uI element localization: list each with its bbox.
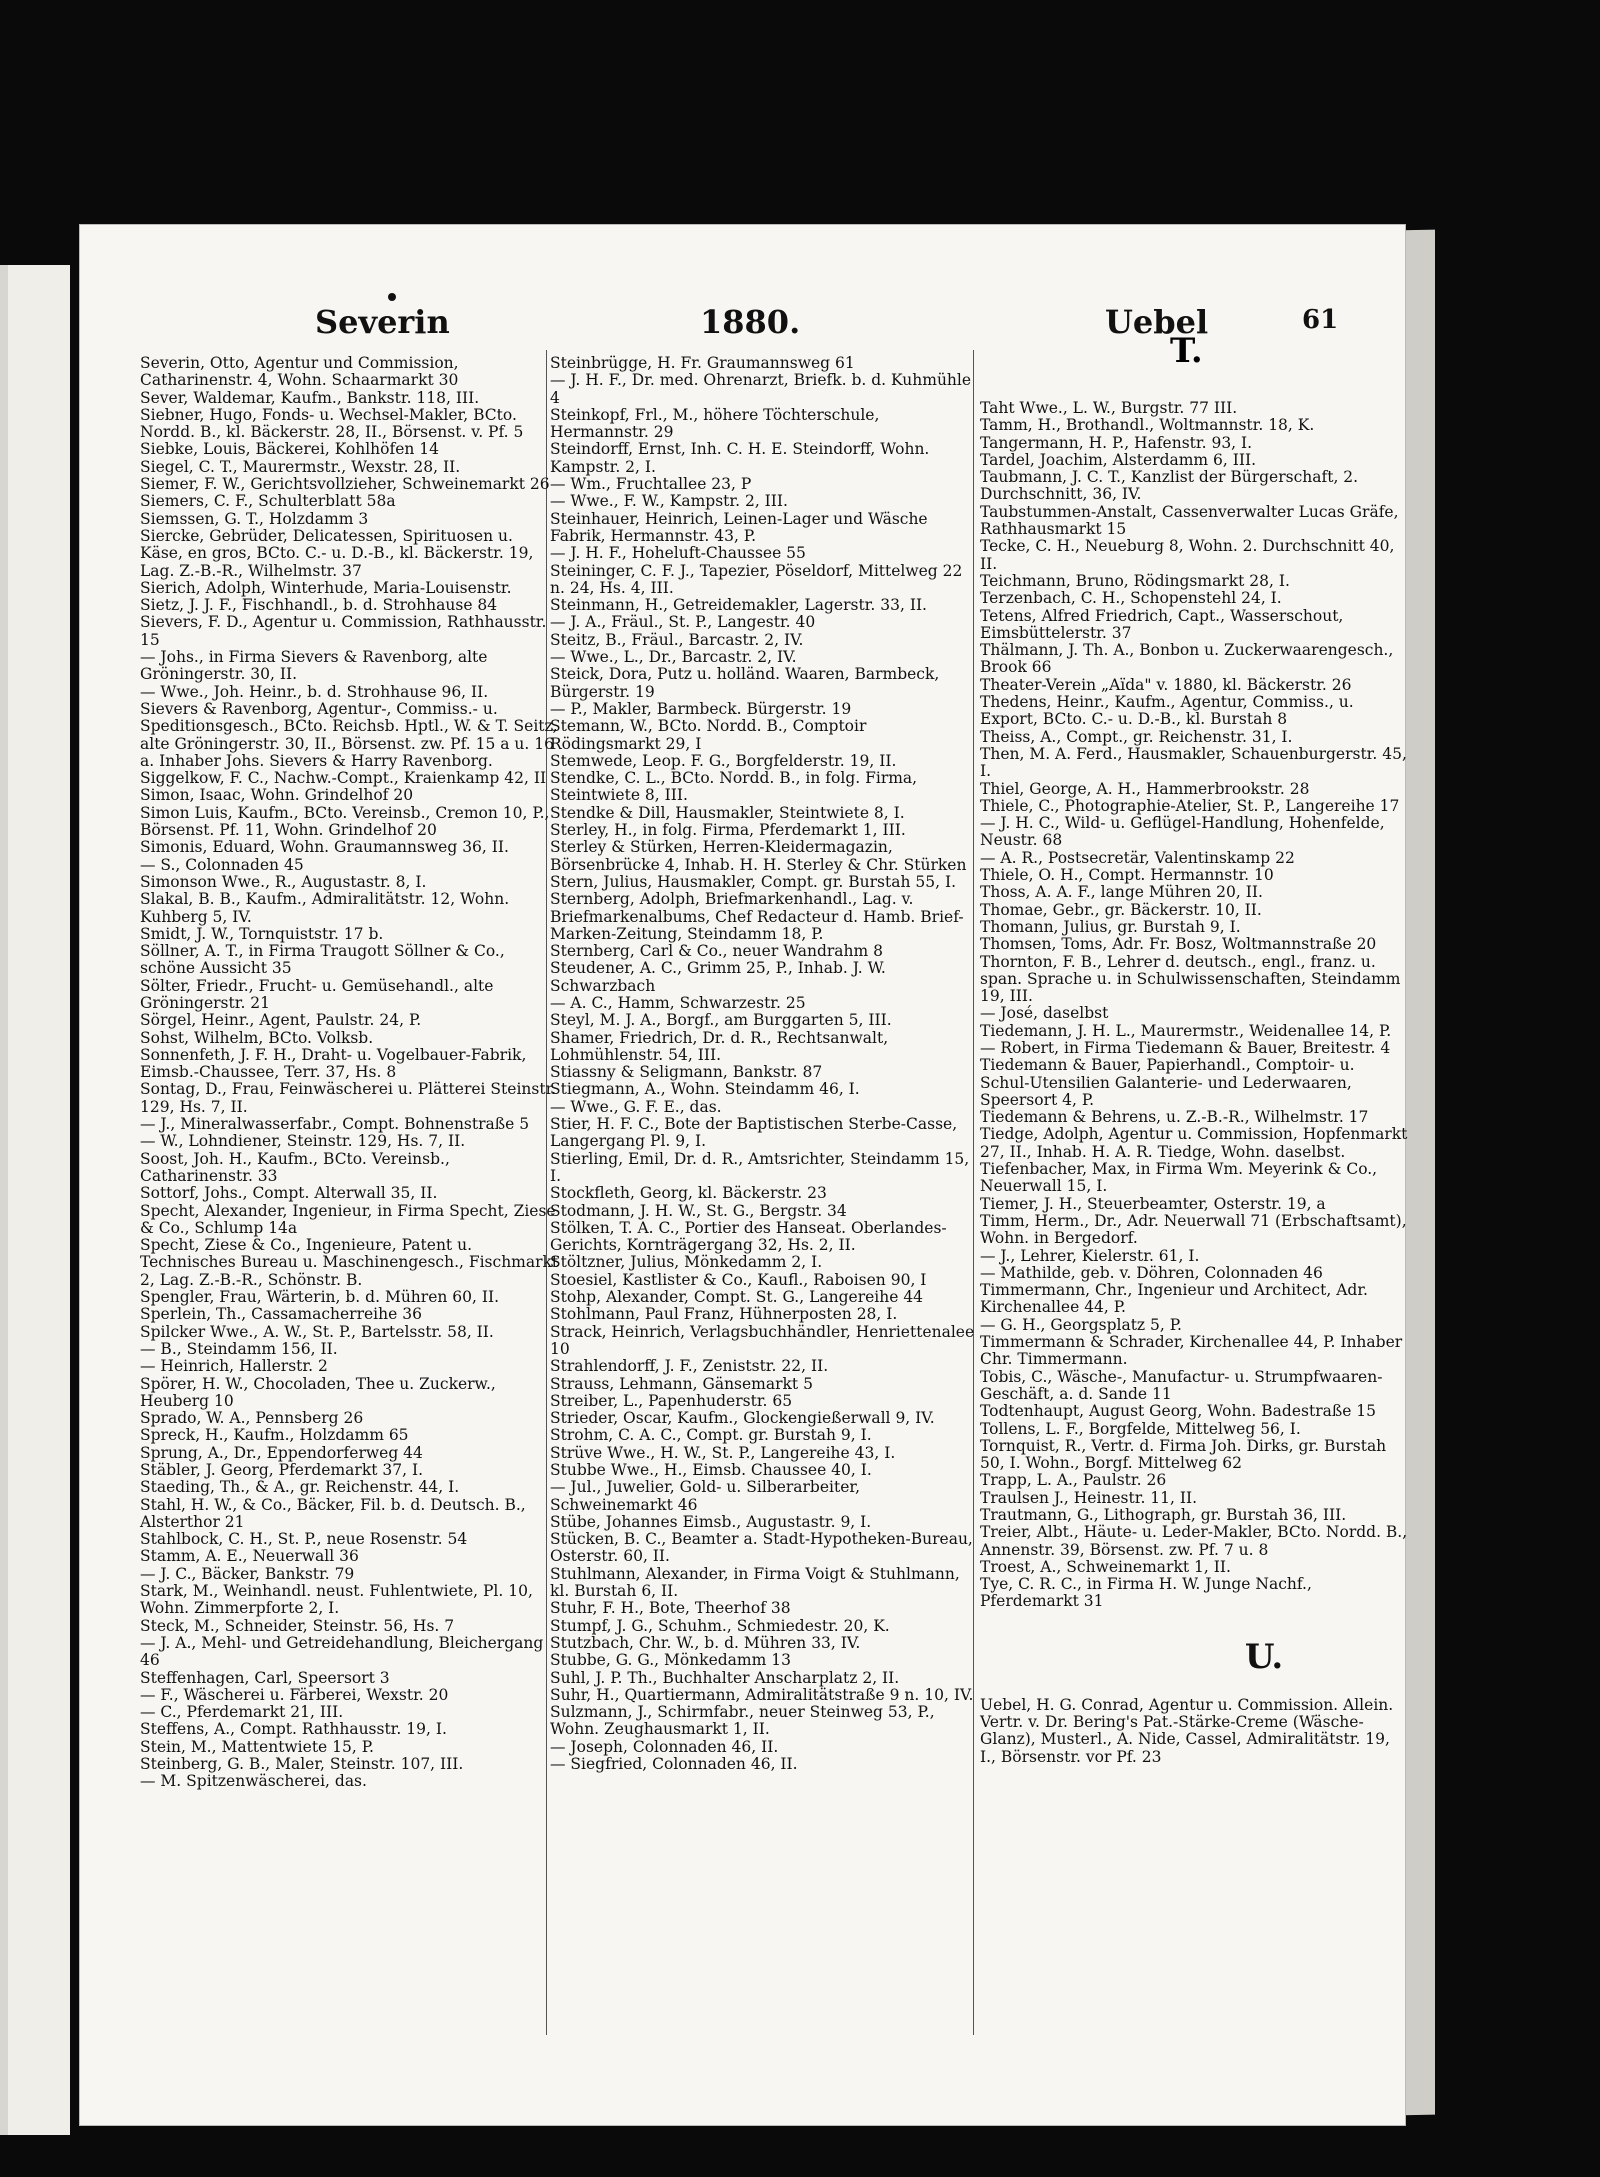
directory-entry: Teichmann, Bruno, Rödingsmarkt 28, I. (980, 571, 1290, 590)
directory-entry: — J. H. C., Wild- u. Geflügel-Handlung, Hohenfelde, Neustr. 68 (980, 814, 1385, 850)
directory-entry: — J. A., Fräul., St. P., Langestr. 40 (550, 613, 816, 632)
directory-entry: — J. H. F., Hoheluft-Chaussee 55 (550, 544, 806, 563)
directory-entry: Sohst, Wilhelm, BCto. Volksb. (140, 1028, 374, 1047)
directory-entry: Stamm, A. E., Neuerwall 36 (140, 1547, 359, 1566)
directory-entry: Thomsen, Toms, Adr. Fr. Bosz, Woltmannstraße 20 (980, 935, 1377, 954)
directory-entry: Timmermann & Schrader, Kirchenallee 44, P. Inhaber Chr. Timmermann. (980, 1333, 1403, 1369)
directory-entry: Streiber, L., Papenhuderstr. 65 (550, 1391, 793, 1410)
directory-entry: Steitz, B., Fräul., Barcastr. 2, IV. (550, 630, 804, 649)
directory-entry: Tiedemann & Bauer, Papierhandl., Comptoir- u. Schul-Utensilien Galanterie- und Lederwaaren, Speersort 4, P. (980, 1056, 1355, 1109)
directory-entry: Thiele, C., Photographie-Atelier, St. P., Langereihe 17 (980, 796, 1400, 815)
directory-entry: — J. A., Mehl- und Getreidehandlung, Bleichergang 46 (140, 1633, 544, 1670)
page-mark-dot (388, 293, 396, 301)
directory-entry: Stiassny & Seligmann, Bankstr. 87 (550, 1063, 823, 1082)
directory-entry: Traulsen J., Heinestr. 11, II. (980, 1488, 1198, 1507)
directory-entry: Stohp, Alexander, Compt. St. G., Langereihe 44 (550, 1288, 924, 1307)
directory-entry: — J., Mineralwasserfabr., Compt. Bohnenstraße 5 (140, 1115, 530, 1134)
directory-entry: Simon, Isaac, Wohn. Grindelhof 20 (140, 786, 414, 805)
directory-entry: Stierling, Emil, Dr. d. R., Amtsrichter, Steindamm 15, I. (550, 1149, 970, 1185)
directory-entry: Sievers, F. D., Agentur u. Commission, Rathhausstr. 15 (140, 613, 547, 649)
directory-entry: Specht, Alexander, Ingenieur, in Firma Specht, Ziese & Co., Schlump 14a (140, 1201, 556, 1237)
directory-entry: Trapp, L. A., Paulstr. 26 (980, 1471, 1167, 1490)
directory-entry: Spengler, Frau, Wärterin, b. d. Mühren 60, II. (140, 1288, 500, 1307)
directory-entry: Simonson Wwe., R., Augustastr. 8, I. (140, 872, 427, 891)
directory-entry: Stendke & Dill, Hausmakler, Steintwiete 8, I. (550, 803, 905, 822)
directory-entry: Siebke, Louis, Bäckerei, Kohlhöfen 14 (140, 440, 440, 459)
directory-entry: Treier, Albt., Häute- u. Leder-Makler, BCto. Nordd. B., Annenstr. 39, Börsenst. zw. Pf. 7 u. 8 (980, 1523, 1408, 1559)
directory-entry: Stemann, W., BCto. Nordd. B., Comptoir Rödingsmarkt 29, I (550, 717, 867, 753)
directory-entry: Strack, Heinrich, Verlagsbuchhändler, Henriettenalee 10 (550, 1322, 975, 1358)
directory-entry: Tangermann, H. P., Hafenstr. 93, I. (980, 433, 1253, 452)
directory-entry: Simon Luis, Kaufm., BCto. Vereinsb., Cremon 10, P., Börsenst. Pf. 11, Wohn. Grindelhof 20 (140, 803, 550, 840)
directory-page (80, 225, 1408, 2125)
directory-entry: Siemers, C. F., Schulterblatt 58a (140, 492, 396, 511)
directory-entry: Sottorf, Johs., Compt. Alterwall 35, II. (140, 1184, 438, 1203)
header-left-keyword: Severin (315, 303, 450, 341)
directory-entry: Sternberg, Adolph, Briefmarkenhandl., Lag. v. Briefmarkenalbums, Chef Redacteur d. Hamb. Brief-Marken-Zeitung, Steindamm 18, P. (550, 890, 964, 943)
directory-entry: — J. H. F., Dr. med. Ohrenarzt, Briefk. b. d. Kuhmühle 4 (550, 371, 972, 407)
directory-entry: Stemwede, Leop. F. G., Borgfelderstr. 19, II. (550, 751, 897, 770)
directory-entry: — Siegfried, Colonnaden 46, II. (550, 1755, 798, 1774)
directory-entry: Stumpf, J. G., Schuhm., Schmiedestr. 20, K. (550, 1616, 890, 1635)
directory-entry: — Joseph, Colonnaden 46, II. (550, 1737, 779, 1756)
directory-entry: Thedens, Heinr., Kaufm., Agentur, Commiss., u. Export, BCto. C.- u. D.-B., kl. Burstah 8 (980, 693, 1354, 729)
section-letter-u: U. (1244, 1636, 1284, 1677)
directory-entry: Slakal, B. B., Kaufm., Admiralitätstr. 12, Wohn. Kuhberg 5, IV. (140, 890, 510, 926)
directory-entry: Stern, Julius, Hausmakler, Compt. gr. Burstah 55, I. (550, 872, 957, 891)
directory-entry: Shamer, Friedrich, Dr. d. R., Rechtsanwalt, Lohmühlenstr. 54, III. (550, 1028, 889, 1064)
directory-entry: Sterley & Stürken, Herren-Kleidermagazin, Börsenbrücke 4, Inhab. H. H. Sterley & Chr. Stürken (550, 838, 967, 874)
directory-entry: Sprung, A., Dr., Eppendorferweg 44 (140, 1443, 423, 1462)
directory-entry: Sprado, W. A., Pennsberg 26 (140, 1409, 364, 1428)
directory-entry: — M. Spitzenwäscherei, das. (140, 1772, 367, 1791)
directory-entry: Söllner, A. T., in Firma Traugott Söllner & Co., schöne Aussicht 35 (140, 942, 505, 978)
directory-entry: Tiemer, J. H., Steuerbeamter, Osterstr. 19, a (980, 1194, 1326, 1213)
directory-entry: — Robert, in Firma Tiedemann & Bauer, Breitestr. 4 (980, 1038, 1391, 1057)
directory-entry: Severin, Otto, Agentur und Commission, Catharinenstr. 4, Wohn. Schaarmarkt 30 (140, 354, 459, 390)
directory-entry: Stubbe Wwe., H., Eimsb. Chaussee 40, I. (550, 1461, 872, 1479)
column-3 (980, 400, 1408, 1766)
directory-entry: Steinbrügge, H. Fr. Graumannsweg 61 (550, 354, 855, 372)
directory-entry: Tetens, Alfred Friedrich, Capt., Wasserschout, Eimsbüttelerstr. 37 (980, 606, 1344, 642)
directory-entry: Stark, M., Weinhandl. neust. Fuhlentwiete, Pl. 10, Wohn. Zimmerpforte 2, I. (140, 1582, 533, 1618)
directory-entry: Siercke, Gebrüder, Delicatessen, Spirituosen u. Käse, en gros, BCto. C.- u. D.-B., kl. Bäckerstr. 19, Lag. Z.-B.-R., Wilhelmstr. 37 (140, 526, 534, 580)
directory-entry: Stohlmann, Paul Franz, Hühnerposten 28, I. (550, 1305, 898, 1324)
directory-entry: Trautmann, G., Lithograph, gr. Burstah 36, III. (980, 1506, 1347, 1524)
directory-entry: Sölter, Friedr., Frucht- u. Gemüsehandl., alte Gröningerstr. 21 (140, 976, 494, 1012)
directory-entry: Steindorff, Ernst, Inh. C. H. E. Steindorff, Wohn. Kampstr. 2, I. (550, 440, 930, 476)
directory-entry: Steudener, A. C., Grimm 25, P., Inhab. J. W. Schwarzbach (550, 959, 886, 995)
directory-entry: — Wwe., G. F. E., das. (550, 1097, 722, 1116)
directory-entry: Stein, M., Mattentwiete 15, P. (140, 1737, 374, 1756)
directory-entry: Steinkopf, Frl., M., höhere Töchterschule, Hermannstr. 29 (550, 405, 880, 442)
directory-entry: Taht Wwe., L. W., Burgstr. 77 III. (980, 399, 1238, 417)
directory-entry: Tornquist, R., Vertr. d. Firma Joh. Dirks, gr. Burstah 50, I. Wohn., Borgf. Mittelweg 62 (980, 1436, 1387, 1473)
directory-entry: — A. C., Hamm, Schwarzestr. 25 (550, 993, 806, 1012)
directory-entry: Spreck, H., Kaufm., Holzdamm 65 (140, 1426, 409, 1445)
directory-entry: Sulzmann, J., Schirmfabr., neuer Steinweg 53, P., Wohn. Zeughausmarkt 1, II. (550, 1703, 935, 1739)
directory-entry: Sever, Waldemar, Kaufm., Bankstr. 118, III. (140, 388, 480, 407)
directory-entry: — Mathilde, geb. v. Döhren, Colonnaden 46 (980, 1263, 1323, 1282)
directory-entry: Steinhauer, Heinrich, Leinen-Lager und Wäsche Fabrik, Hermannstr. 43, P. (550, 509, 928, 545)
directory-entry: Timm, Herm., Dr., Adr. Neuerwall 71 (Erbschaftsamt), Wohn. in Bergedorf. (980, 1211, 1407, 1248)
directory-entry: — W., Lohndiener, Steinstr. 129, Hs. 7, II. (140, 1132, 466, 1151)
directory-entry: Thoss, A. A. F., lange Mühren 20, II. (980, 883, 1263, 902)
directory-entry: Strieder, Oscar, Kaufm., Glockengießerwall 9, IV. (550, 1409, 935, 1428)
directory-entry: Sterley, H., in folg. Firma, Pferdemarkt 1, III. (550, 821, 906, 840)
directory-entry: — Jul., Juwelier, Gold- u. Silberarbeiter, Schweinemarkt 46 (550, 1478, 861, 1514)
directory-entry: Siegel, C. T., Maurermstr., Wexstr. 28, II. (140, 457, 461, 476)
directory-entry: Thomann, Julius, gr. Burstah 9, I. (980, 917, 1241, 936)
directory-entry: Stubbe, G. G., Mönkedamm 13 (550, 1651, 791, 1670)
directory-entry: Spörer, H. W., Chocoladen, Thee u. Zuckerw., Heuberg 10 (140, 1374, 496, 1410)
directory-entry: — A. R., Postsecretär, Valentinskamp 22 (980, 848, 1295, 867)
directory-entry: Tamm, H., Brothandl., Woltmannstr. 18, K. (980, 416, 1315, 435)
directory-entry: Sternberg, Carl & Co., neuer Wandrahm 8 (550, 942, 884, 961)
directory-entry: Spilcker Wwe., A. W., St. P., Bartelsstr. 58, II. (140, 1322, 494, 1341)
directory-entry: — G. H., Georgsplatz 5, P. (980, 1315, 1182, 1334)
directory-entry: Thomae, Gebr., gr. Bäckerstr. 10, II. (980, 900, 1262, 919)
directory-entry: Steininger, C. F. J., Tapezier, Pöseldorf, Mittelweg 22 n. 24, Hs. 4, III. (550, 561, 963, 597)
directory-entry: Stöltzner, Julius, Mönkedamm 2, I. (550, 1253, 823, 1272)
directory-entry: Tiedemann & Behrens, u. Z.-B.-R., Wilhelmstr. 17 (980, 1108, 1369, 1127)
directory-entry: Thiel, George, A. H., Hammerbrookstr. 28 (980, 779, 1310, 798)
header-right-keyword: Uebel (1105, 303, 1209, 341)
directory-entry: Sontag, D., Frau, Feinwäscherei u. Plätterei Steinstr. 129, Hs. 7, II. (140, 1080, 557, 1116)
directory-entry: Theater-Verein „Aïda" v. 1880, kl. Bäckerstr. 26 (980, 675, 1352, 694)
directory-entry: Stübe, Johannes Eimsb., Augustastr. 9, I. (550, 1512, 872, 1531)
directory-entry: Specht, Ziese & Co., Ingenieure, Patent u. Technisches Bureau u. Maschinengesch., Fischmarkt 2, Lag. Z.-B.-R., Schönstr. B. (140, 1236, 559, 1289)
directory-entry: Steffenhagen, Carl, Speersort 3 (140, 1668, 390, 1687)
directory-entry: Taubmann, J. C. T., Kanzlist der Bürgerschaft, 2. Durchschnitt, 36, IV. (980, 468, 1359, 504)
directory-entry: Stoesiel, Kastlister & Co., Kaufl., Raboisen 90, I (550, 1270, 927, 1289)
directory-entry: — J. C., Bäcker, Bankstr. 79 (140, 1564, 355, 1583)
directory-entry: Troest, A., Schweinemarkt 1, II. (980, 1557, 1231, 1576)
directory-entry: Suhr, H., Quartiermann, Admiralitätstraße 9 n. 10, IV. (550, 1685, 974, 1704)
directory-entry: Sörgel, Heinr., Agent, Paulstr. 24, P. (140, 1011, 422, 1030)
directory-entry: Tecke, C. H., Neueburg 8, Wohn. 2. Durchschnitt 40, II. (980, 537, 1395, 573)
directory-entry: — Heinrich, Hallerstr. 2 (140, 1357, 328, 1376)
directory-entry: Thälmann, J. Th. A., Bonbon u. Zuckerwaarengesch., Brook 66 (980, 641, 1394, 677)
directory-entry: Siemssen, G. T., Holzdamm 3 (140, 509, 369, 528)
directory-entry: Smidt, J. W., Tornquiststr. 17 b. (140, 924, 384, 943)
directory-entry: — Wwe., F. W., Kampstr. 2, III. (550, 492, 788, 511)
directory-entry: Stäbler, J. Georg, Pferdemarkt 37, I. (140, 1461, 424, 1479)
directory-entry: Tollens, L. F., Borgfelde, Mittelweg 56, I. (980, 1419, 1301, 1438)
directory-entry: Tiedemann, J. H. L., Maurermstr., Weidenallee 14, P. (980, 1021, 1392, 1040)
directory-entry: Sietz, J. J. F., Fischhandl., b. d. Strohhause 84 (140, 596, 498, 615)
directory-entry: — Wwe., Joh. Heinr., b. d. Strohhause 96, II. (140, 682, 489, 701)
directory-entry: Suhl, J. P. Th., Buchhalter Anscharplatz 2, II. (550, 1668, 900, 1687)
directory-entry: — S., Colonnaden 45 (140, 855, 304, 874)
directory-entry: Sierich, Adolph, Winterhude, Maria-Louisenstr. (140, 578, 512, 597)
directory-entry: Taubstummen-Anstalt, Cassenverwalter Lucas Gräfe, Rathhausmarkt 15 (980, 502, 1399, 539)
directory-entry: Todtenhaupt, August Georg, Wohn. Badestraße 15 (980, 1402, 1377, 1421)
directory-entry: Stahl, H. W., & Co., Bäcker, Fil. b. d. Deutsch. B., Alsterthor 21 (140, 1495, 526, 1531)
directory-entry: — P., Makler, Barmbeck. Bürgerstr. 19 (550, 699, 852, 718)
directory-entry: Siebner, Hugo, Fonds- u. Wechsel-Makler, BCto. Nordd. B., kl. Bäckerstr. 28, II., Börsenst. v. Pf. 5 (140, 405, 524, 442)
directory-entry: Stahlbock, C. H., St. P., neue Rosenstr. 54 (140, 1530, 468, 1549)
directory-entry: Strüve Wwe., H. W., St. P., Langereihe 43, I. (550, 1443, 896, 1462)
page-number: 61 (1302, 305, 1339, 335)
directory-entry: Steinmann, H., Getreidemakler, Lagerstr. 33, II. (550, 596, 927, 615)
directory-entry: Sievers & Ravenborg, Agentur-, Commiss.- u. Speditionsgesch., BCto. Reichsb. Hptl., W. & T. Seitz, alte Gröningerstr. 30, II., Börsenst. zw. Pf. 15 a u. 16 a. Inhaber Johs. Sievers & Harry Ravenborg. (140, 699, 558, 770)
directory-entry: Stockfleth, Georg, kl. Bäckerstr. 23 (550, 1184, 827, 1203)
directory-entry: Strauss, Lehmann, Gänsemarkt 5 (550, 1374, 813, 1393)
directory-entry: Strohm, C. A. C., Compt. gr. Burstah 9, I. (550, 1426, 872, 1445)
directory-entry: Then, M. A. Ferd., Hausmakler, Schauenburgerstr. 45, I. (980, 744, 1407, 781)
directory-entry: Sperlein, Th., Cassamacherreihe 36 (140, 1305, 422, 1324)
directory-entry: Stier, H. F. C., Bote der Baptistischen Sterbe-Casse, Langergang Pl. 9, I. (550, 1115, 958, 1151)
directory-entry: Timmermann, Chr., Ingenieur und Architect, Adr. Kirchenallee 44, P. (980, 1281, 1368, 1317)
directory-entry: — Wm., Fruchtallee 23, P (550, 475, 752, 494)
directory-entry: Steinberg, G. B., Maler, Steinstr. 107, III. (140, 1755, 464, 1774)
directory-entry: Stuhr, F. H., Bote, Theerhof 38 (550, 1599, 791, 1618)
directory-entry: — C., Pferdemarkt 21, III. (140, 1703, 344, 1722)
directory-entry: Steffens, A., Compt. Rathhausstr. 19, I. (140, 1720, 447, 1739)
directory-entry: Sonnenfeth, J. F. H., Draht- u. Vogelbauer-Fabrik, Eimsb.-Chaussee, Terr. 37, Hs. 8 (140, 1045, 527, 1082)
directory-entry: — F., Wäscherei u. Färberei, Wexstr. 20 (140, 1685, 449, 1704)
directory-entry: — Wwe., L., Dr., Barcastr. 2, IV. (550, 648, 797, 667)
directory-entry: Stodmann, J. H. W., St. G., Bergstr. 34 (550, 1201, 847, 1220)
directory-entry: Stiegmann, A., Wohn. Steindamm 46, I. (550, 1080, 860, 1099)
directory-entry: Stutzbach, Chr. W., b. d. Mühren 33, IV. (550, 1633, 861, 1652)
directory-entry: Stuhlmann, Alexander, in Firma Voigt & Stuhlmann, kl. Burstah 6, II. (550, 1564, 960, 1601)
directory-entry: — Johs., in Firma Sievers & Ravenborg, alte Gröningerstr. 30, II. (140, 648, 488, 684)
directory-entry: Tiefenbacher, Max, in Firma Wm. Meyerink & Co., Neuerwall 15, I. (980, 1160, 1378, 1196)
directory-entry: Steck, M., Schneider, Steinstr. 56, Hs. 7 (140, 1616, 455, 1635)
directory-entry: Thiele, O. H., Compt. Hermannstr. 10 (980, 866, 1274, 885)
directory-entry: Thornton, F. B., Lehrer d. deutsch., engl., franz. u. span. Sprache u. in Schulwissenschaften, Steindamm 19, III. (980, 952, 1401, 1006)
directory-entry: — J., Lehrer, Kielerstr. 61, I. (980, 1246, 1200, 1265)
directory-entry: Soost, Joh. H., Kaufm., BCto. Vereinsb., Catharinenstr. 33 (140, 1149, 450, 1185)
header-year: 1880. (700, 303, 801, 341)
directory-entry: Tye, C. R. C., in Firma H. W. Junge Nachf., Pferdemarkt 31 (980, 1575, 1312, 1611)
directory-entry: Uebel, H. G. Conrad, Agentur u. Commission. Allein. Vertr. v. Dr. Bering's Pat.-Stärke-Creme (Wäsche-Glanz), Musterl., A. Nide, Cassel, Admiralitätstr. 19, I., Börsenstr. vor Pf. 23 (980, 1695, 1394, 1766)
directory-entry: Terzenbach, C. H., Schopenstehl 24, I. (980, 589, 1282, 608)
previous-page-edge (0, 265, 70, 2135)
directory-entry: Staeding, Th., & A., gr. Reichenstr. 44, I. (140, 1478, 460, 1497)
column-1 (140, 355, 560, 1791)
directory-entry: — B., Steindamm 156, II. (140, 1339, 338, 1358)
directory-entry: Tardel, Joachim, Alsterdamm 6, III. (980, 450, 1257, 469)
directory-entry: — José, daselbst (980, 1004, 1109, 1023)
directory-entry: Tobis, C., Wäsche-, Manufactur- u. Strumpfwaaren-Geschäft, a. d. Sande 11 (980, 1367, 1383, 1403)
directory-entry: Stücken, B. C., Beamter a. Stadt-Hypotheken-Bureau, Osterstr. 60, II. (550, 1530, 973, 1566)
directory-entry: Siggelkow, F. C., Nachw.-Compt., Kraienkamp 42, II (140, 769, 547, 788)
directory-entry: Stendke, C. L., BCto. Nordd. B., in folg. Firma, Steintwiete 8, III. (550, 769, 918, 805)
directory-entry: Stölken, T. A. C., Portier des Hanseat. Oberlandes-Gerichts, Kornträgergang 32, Hs. 2, II. (550, 1218, 947, 1255)
section-letter-t: T. (1170, 331, 1203, 371)
directory-entry: Steyl, M. J. A., Borgf., am Burggarten 5, III. (550, 1011, 892, 1030)
column-2 (550, 355, 978, 1773)
directory-entry: Simonis, Eduard, Wohn. Graumannsweg 36, II. (140, 838, 509, 857)
directory-entry: Strahlendorff, J. F., Zeniststr. 22, II. (550, 1357, 829, 1376)
directory-entry: Steick, Dora, Putz u. holländ. Waaren, Barmbeck, Bürgerstr. 19 (550, 665, 940, 701)
directory-entry: Tiedge, Adolph, Agentur u. Commission, Hopfenmarkt 27, II., Inhab. H. A. R. Tiedge, Wohn. daselbst. (980, 1125, 1408, 1161)
directory-entry: Theiss, A., Compt., gr. Reichenstr. 31, I. (980, 727, 1293, 746)
directory-entry: Siemer, F. W., Gerichtsvollzieher, Schweinemarkt 26 (140, 475, 550, 494)
